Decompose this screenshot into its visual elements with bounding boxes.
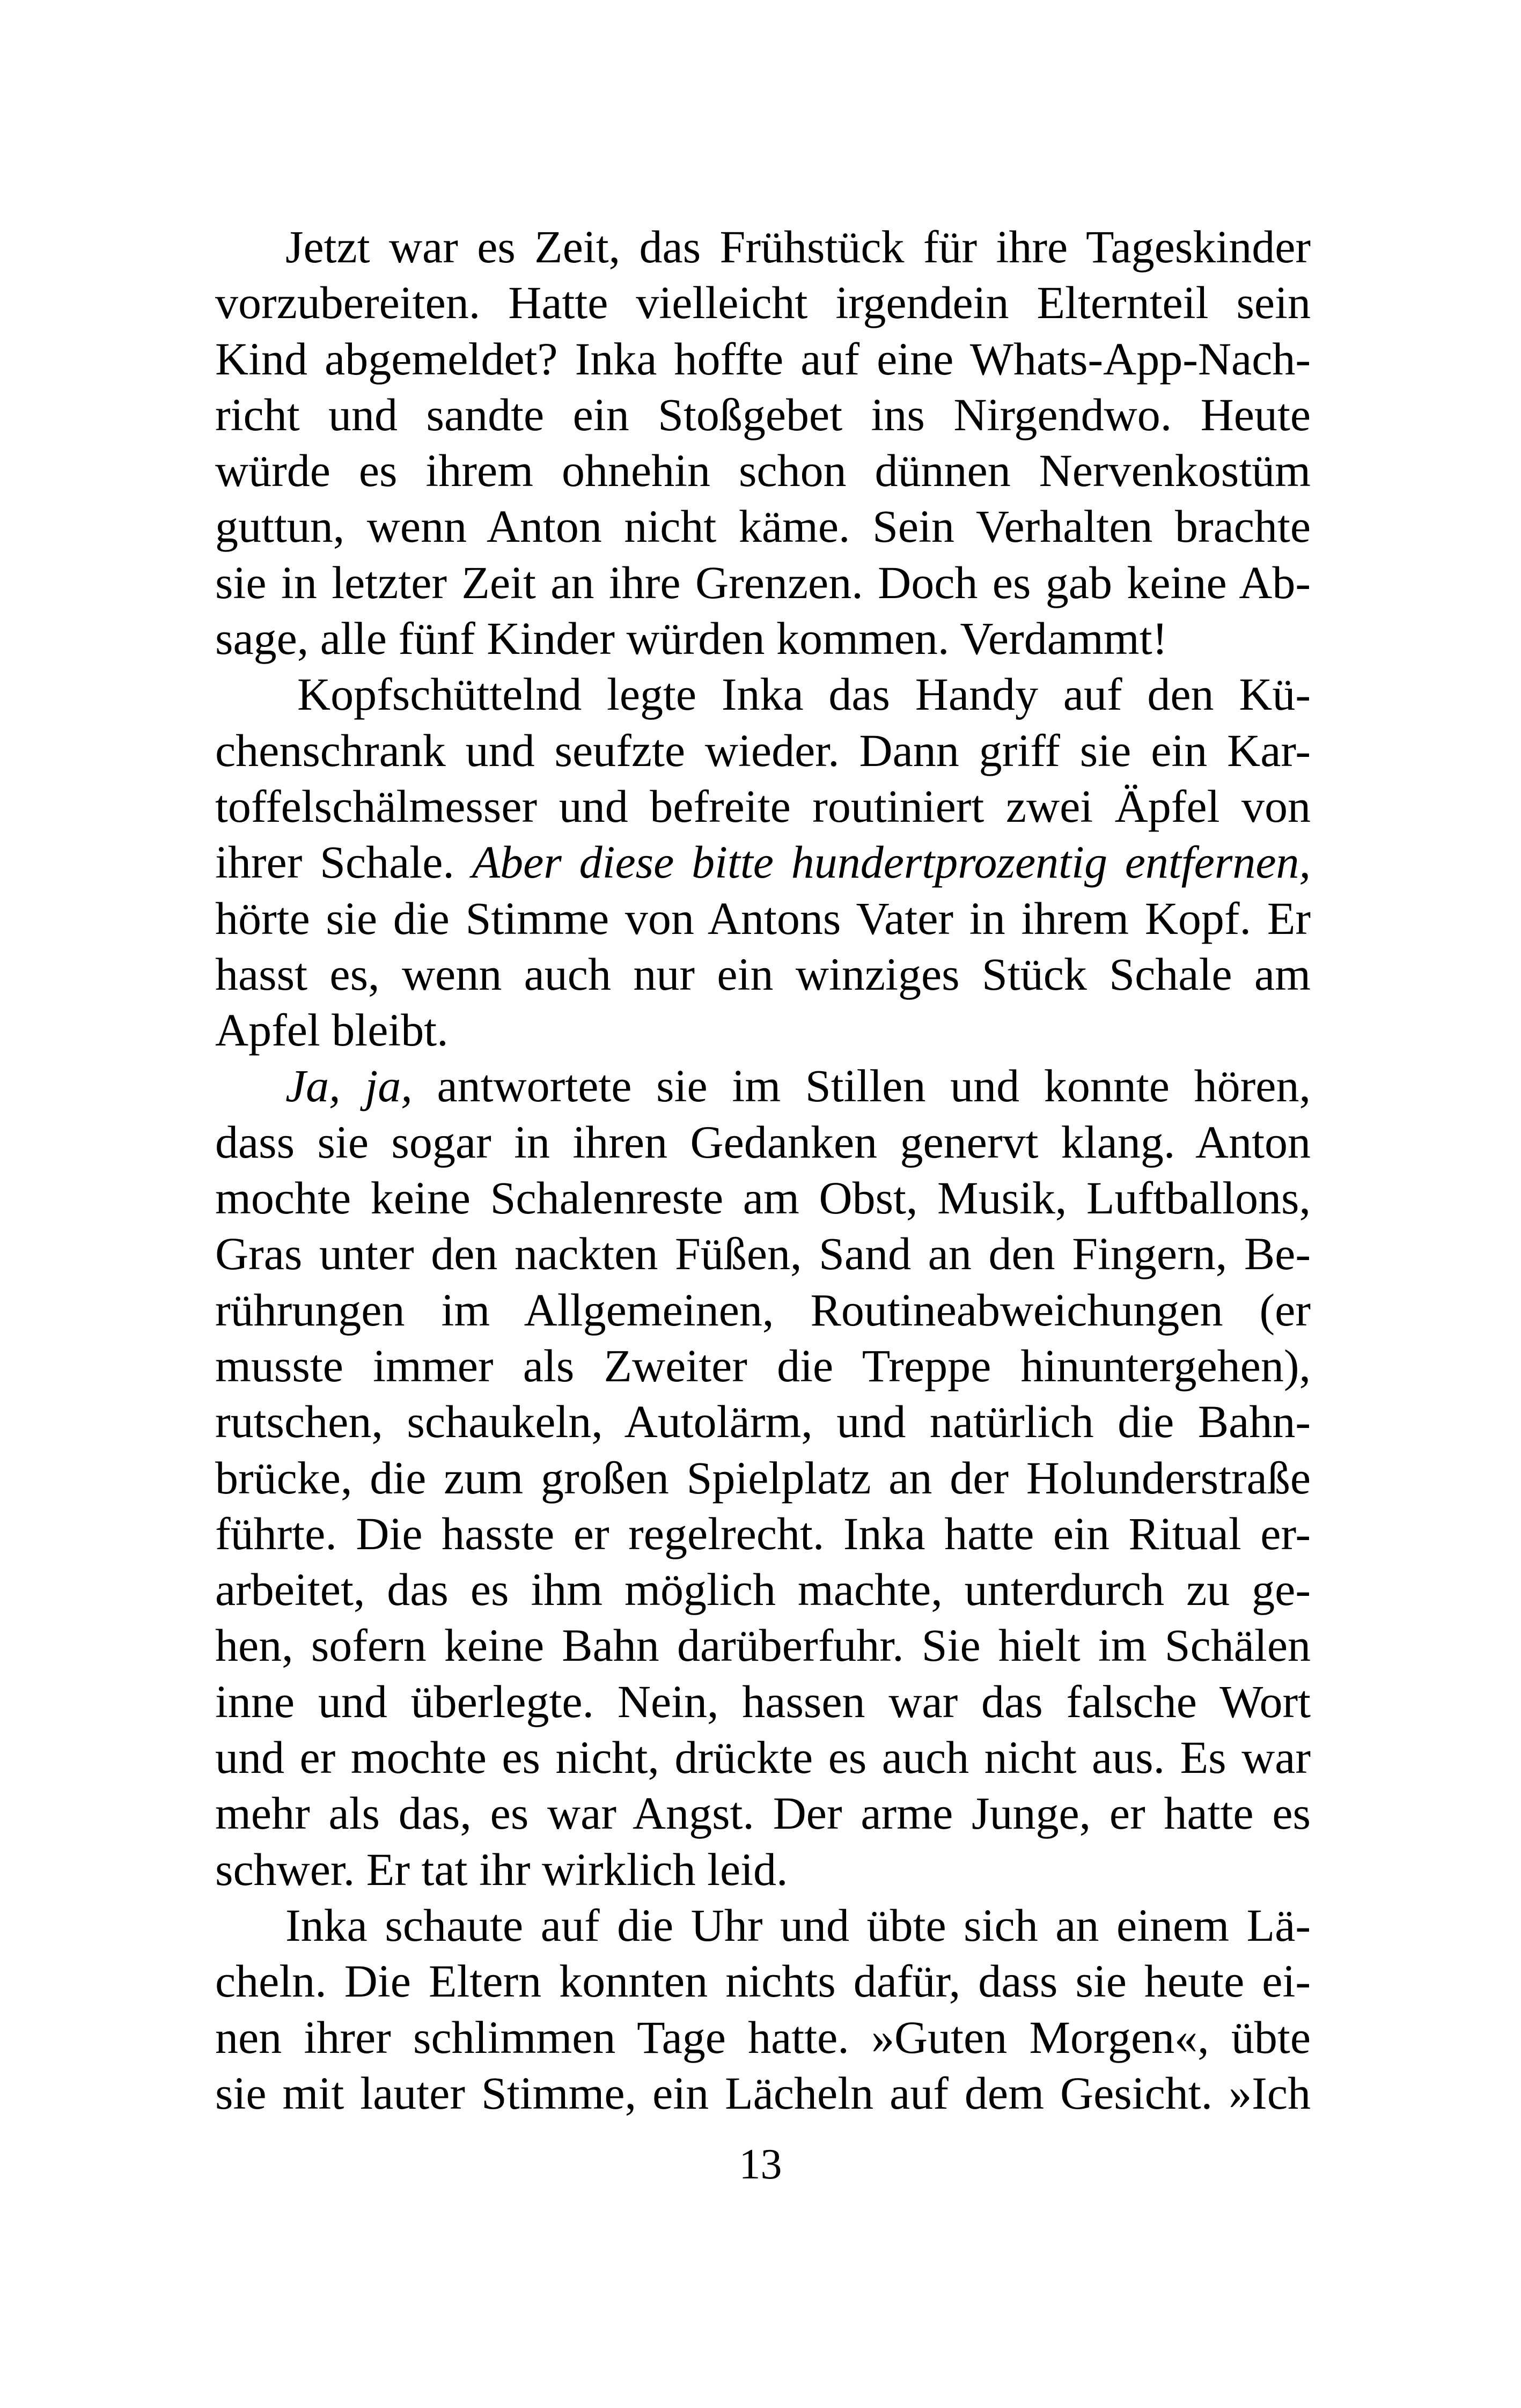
text-line: und er mochte es nicht, drückte es auch nicht aus. Es war	[215, 1732, 1311, 1784]
text-line: cheln. Die Eltern konnten nichts dafür, dass sie heute ei-	[215, 1955, 1311, 2007]
text-line: mehr als das, es war Angst. Der arme Junge, er hatte es	[215, 1787, 1311, 1839]
text-line: führte. Die hasste er regelrecht. Inka hatte ein Ritual er-	[215, 1507, 1311, 1559]
text-line: hasst es, wenn auch nur ein winziges Stück Schale am	[215, 948, 1311, 1000]
text-line: Jetzt war es Zeit, das Frühstück für ihre Tageskinder	[285, 221, 1311, 273]
text-line: vorzubereiten. Hatte vielleicht irgendein Elternteil sein	[215, 277, 1311, 329]
text-line: sie in letzter Zeit an ihre Grenzen. Doch es gab keine Ab-	[215, 556, 1311, 608]
text-line: dass sie sogar in ihren Gedanken genervt klang. Anton	[215, 1116, 1311, 1168]
text-line: inne und überlegte. Nein, hassen war das falsche Wort	[215, 1675, 1311, 1727]
text-run: antwortete sie im Stillen und konnte hören,	[412, 1060, 1311, 1112]
text-line: brücke, die zum großen Spielplatz an der Holunderstraße	[215, 1452, 1311, 1504]
text-line: arbeitet, das es ihm möglich machte, unterdurch zu ge-	[215, 1564, 1311, 1616]
text-line: Kind abgemeldet? Inka hoffte auf eine Whats-App-Nach-	[215, 333, 1311, 385]
text-line: Apfel bleibt.	[215, 1004, 449, 1056]
text-run: ihrer Schale.	[215, 836, 472, 888]
text-line: toffelschälmesser und befreite routiniert zwei Äpfel von	[215, 780, 1311, 832]
body-text	[215, 219, 1311, 2121]
text-line: rührungen im Allgemeinen, Routineabweichungen (er	[215, 1284, 1311, 1336]
text-line: nen ihrer schlimmen Tage hatte. »Guten Morgen«, übte	[215, 2011, 1311, 2063]
text-line: hörte sie die Stimme von Antons Vater in ihrem Kopf. Er	[215, 892, 1311, 944]
text-line	[215, 1058, 1311, 1114]
text-line: mochte keine Schalenreste am Obst, Musik, Luftballons,	[215, 1172, 1311, 1224]
italic-run: Aber diese bitte hundertprozentig entfernen,	[472, 836, 1311, 888]
text-line: Gras unter den nackten Füßen, Sand an den Fingern, Be-	[215, 1228, 1311, 1280]
text-line: Inka schaute auf die Uhr und übte sich an einem Lä-	[285, 1899, 1311, 1951]
text-line: rutschen, schaukeln, Autolärm, und natürlich die Bahn-	[215, 1396, 1311, 1448]
text-line: würde es ihrem ohnehin schon dünnen Nervenkostüm	[215, 445, 1311, 497]
text-line: guttun, wenn Anton nicht käme. Sein Verhalten brachte	[215, 500, 1311, 553]
text-line: schwer. Er tat ihr wirklich leid.	[215, 1843, 788, 1895]
text-line: hen, sofern keine Bahn darüberfuhr. Sie hielt im Schälen	[215, 1619, 1311, 1671]
italic-run: Ja, ja,	[285, 1060, 413, 1112]
text-line: sage, alle fünf Kinder würden kommen. Verdammt!	[215, 613, 1168, 665]
text-line: musste immer als Zweiter die Treppe hinuntergehen),	[215, 1339, 1311, 1391]
text-line: sie mit lauter Stimme, ein Lächeln auf dem Gesicht. »Ich	[215, 2067, 1311, 2119]
text-line: richt und sandte ein Stoßgebet ins Nirgendwo. Heute	[215, 388, 1311, 440]
text-line: chenschrank und seufzte wieder. Dann griff sie ein Kar-	[215, 724, 1311, 776]
text-line	[215, 834, 1311, 890]
page-number: 13	[739, 2141, 782, 2188]
text-line: Kopfschüttelnd legte Inka das Handy auf den Kü-	[297, 668, 1311, 720]
